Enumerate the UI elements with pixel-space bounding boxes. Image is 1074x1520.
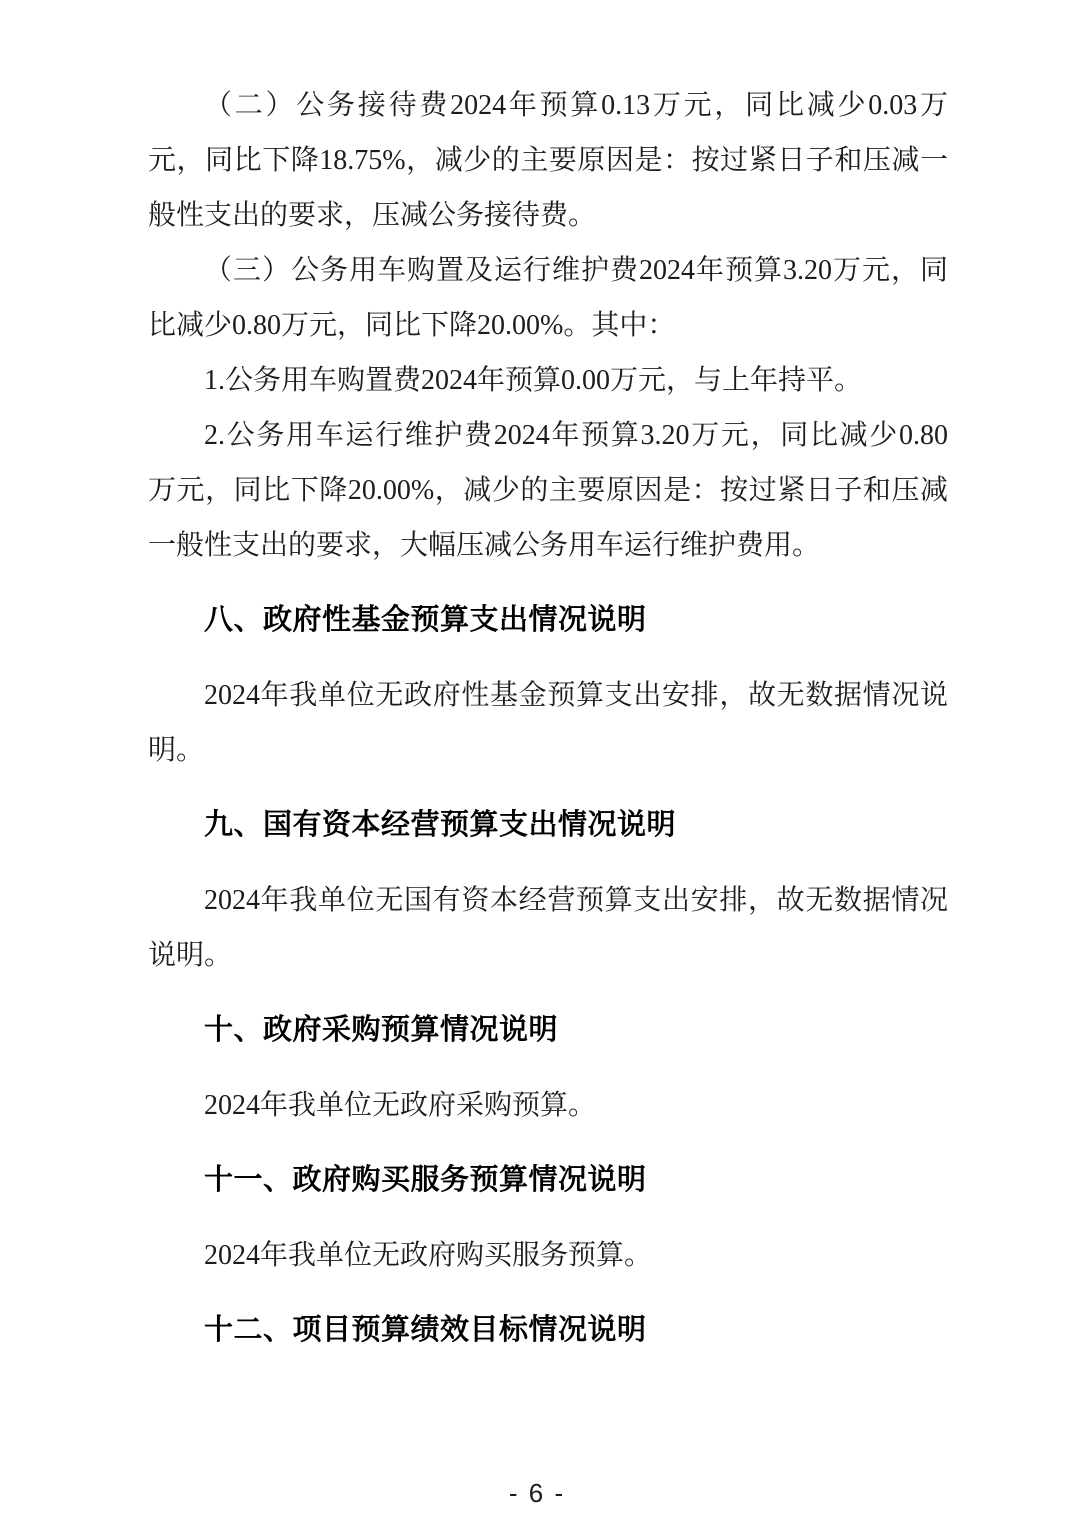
paragraph-line: （三）公务用车购置及运行维护费2024年预算3.20万元，同 <box>204 255 948 286</box>
paragraph-line: 般性支出的要求，压减公务接待费。 <box>148 200 597 231</box>
section-heading-12-project-performance: 十二、项目预算绩效目标情况说明 <box>204 1314 647 1346</box>
body-paragraph-section-11 <box>148 1228 948 1283</box>
paragraph-line: 元，同比下降18.75%，减少的主要原因是：按过紧日子和压减一 <box>148 145 948 176</box>
document-body <box>148 78 948 1378</box>
paragraph-line: 一般性支出的要求，大幅压减公务用车运行维护费用。 <box>148 530 821 561</box>
section-heading-11-gov-purchased-services: 十一、政府购买服务预算情况说明 <box>204 1164 647 1196</box>
section-heading-9-state-capital-budget: 九、国有资本经营预算支出情况说明 <box>204 809 677 841</box>
paragraph-line: 2024年我单位无政府性基金预算支出安排，故无数据情况说 <box>204 680 948 711</box>
body-paragraph-reception-fee <box>148 78 948 243</box>
paragraph-line: 1.公务用车购置费2024年预算0.00万元，与上年持平。 <box>204 365 863 396</box>
body-paragraph-vehicle-fee <box>148 243 948 353</box>
body-paragraph-section-8 <box>148 668 948 778</box>
paragraph-line: 万元，同比下降20.00%，减少的主要原因是：按过紧日子和压减 <box>148 475 948 506</box>
body-paragraph-vehicle-maintenance <box>148 408 948 573</box>
body-paragraph-section-9 <box>148 873 948 983</box>
paragraph-line: （二）公务接待费2024年预算0.13万元，同比减少0.03万 <box>204 90 948 121</box>
body-paragraph-section-10 <box>148 1078 948 1133</box>
paragraph-line: 2024年我单位无政府购买服务预算。 <box>204 1240 653 1271</box>
section-heading-8-gov-fund-budget: 八、政府性基金预算支出情况说明 <box>204 604 647 636</box>
paragraph-line: 明。 <box>148 735 205 766</box>
paragraph-line: 比减少0.80万元，同比下降20.00%。其中： <box>148 310 676 341</box>
body-paragraph-vehicle-purchase <box>148 353 948 408</box>
paragraph-line: 2024年我单位无政府采购预算。 <box>204 1090 597 1121</box>
paragraph-line: 2024年我单位无国有资本经营预算支出安排，故无数据情况 <box>204 885 948 916</box>
section-heading-10-gov-procurement: 十、政府采购预算情况说明 <box>204 1014 559 1046</box>
paragraph-line: 2.公务用车运行维护费2024年预算3.20万元，同比减少0.80 <box>204 420 948 451</box>
paragraph-line: 说明。 <box>148 940 233 971</box>
page-number: - 6 - <box>508 1478 566 1508</box>
